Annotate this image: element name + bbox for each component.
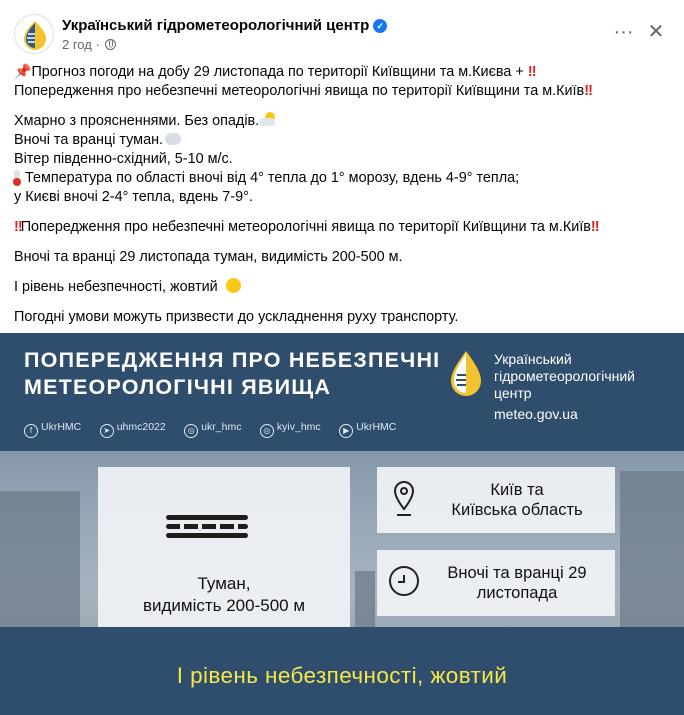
social-label: UkrHMC — [356, 421, 397, 434]
social-facebook — [24, 421, 81, 438]
social-instagram-kyiv — [260, 421, 321, 438]
social-telegram — [100, 421, 166, 438]
post-header — [14, 14, 670, 58]
thermometer-icon — [14, 170, 20, 184]
forecast-kyiv-temperature: у Києві вночі 2-4° тепла, вдень 7-9°. — [14, 189, 253, 205]
fog-warning-text: Вночі та вранці 29 листопада туман, видимість 200-500 м. — [14, 249, 403, 265]
location-text — [423, 480, 611, 520]
danger-level-bar — [0, 627, 684, 715]
warning-line — [14, 218, 674, 237]
brand-line-3: центр — [494, 385, 532, 401]
double-exclamation-icon: ‼ — [590, 219, 598, 235]
social-youtube — [339, 421, 396, 438]
page-name[interactable] — [62, 17, 387, 34]
page-name-text[interactable]: Український гідрометеорологічний центр — [62, 17, 370, 34]
social-label: ukr_hmc — [201, 421, 242, 434]
location-panel — [377, 467, 615, 533]
banner-title-line-2: МЕТЕОРОЛОГІЧНІ ЯВИЩА — [24, 375, 332, 399]
hydromet-logo-icon — [15, 15, 54, 54]
location-line-1: Київ та — [490, 481, 544, 499]
brand-line-1: Український — [494, 351, 572, 367]
meta-separator: · — [95, 37, 100, 52]
brand-line-2: гідрометеорологічний — [494, 368, 635, 384]
double-exclamation-icon: ‼ — [527, 64, 535, 80]
danger-level-line — [14, 278, 674, 297]
fog-panel-text — [98, 573, 350, 617]
globe-icon — [105, 39, 116, 50]
post-line-2 — [14, 82, 674, 101]
time-text — [423, 563, 611, 603]
more-options-icon[interactable]: ··· — [613, 21, 634, 43]
social-label: UkrHMC — [41, 421, 82, 434]
clock-icon — [389, 566, 419, 596]
forecast-cloudiness — [14, 112, 674, 131]
social-label: uhmc2022 — [116, 421, 166, 434]
danger-level-text: І рівень небезпечності, жовтий — [14, 279, 222, 295]
sun-behind-cloud-icon — [259, 114, 277, 126]
social-instagram — [184, 421, 241, 438]
double-exclamation-icon: ‼ — [584, 83, 591, 99]
fog-text: Вночі та вранці туман. — [14, 132, 164, 148]
location-pin-icon — [391, 479, 417, 519]
post-line-1 — [14, 62, 674, 82]
warning-banner-image[interactable] — [0, 333, 684, 715]
double-exclamation-icon: ‼ — [14, 219, 21, 235]
location-line-2: Київська область — [451, 501, 583, 519]
telegram-icon: ➤ — [100, 424, 114, 438]
hydromet-logo-icon — [446, 349, 486, 405]
post-meta — [62, 37, 116, 52]
time-line-1: Вночі та вранці 29 — [447, 564, 587, 582]
social-links — [24, 421, 410, 439]
brand-name — [494, 351, 635, 402]
header-actions — [610, 20, 670, 48]
transport-note: Погодні умови можуть призвести до ускладнення руху транспорту. — [14, 309, 459, 325]
social-label: kyiv_hmc — [276, 421, 321, 434]
forecast-fog — [14, 131, 674, 150]
facebook-icon: f — [24, 424, 38, 438]
close-icon[interactable]: ✕ — [647, 21, 665, 43]
banner-title — [24, 347, 444, 401]
banner-header — [0, 333, 684, 451]
forecast-temperature — [14, 169, 674, 188]
brand-block — [446, 349, 676, 422]
warning-heading: Попередження про небезпечні метеорологічні явища по території Київщини та м.Київ — [14, 83, 585, 99]
fog-icon — [166, 515, 248, 545]
banner-title-line-1: ПОПЕРЕДЖЕННЯ ПРО НЕБЕЗПЕЧНІ — [24, 348, 441, 372]
instagram-icon: ◎ — [184, 424, 198, 438]
forecast-wind: Вітер південно-східний, 5-10 м/с. — [14, 151, 233, 167]
time-line-2: листопада — [476, 584, 558, 602]
warning-text: Попередження про небезпечні метеорологічні явища по території Київщини та м.Київ — [20, 219, 591, 235]
instagram-icon: ◎ — [260, 424, 274, 438]
brand-website: meteo.gov.ua — [494, 406, 578, 422]
forecast-heading: Прогноз погоди на добу 29 листопада по території Київщини та м.Києва + — [31, 64, 528, 80]
verified-badge-icon: ✓ — [373, 19, 387, 33]
post-time[interactable]: 2 год — [62, 37, 92, 52]
time-panel — [377, 550, 615, 616]
page-avatar[interactable] — [14, 14, 54, 54]
cloudiness-text: Хмарно з проясненнями. Без опадів. — [14, 113, 260, 129]
fog-icon — [165, 133, 181, 145]
yellow-circle-icon — [226, 278, 241, 293]
pushpin-icon: 📌 — [14, 63, 32, 79]
temperature-text: Температура по області вночі від 4° тепла до 1° морозу, вдень 4-9° тепла; — [25, 170, 520, 186]
fog-title: Туман, — [197, 574, 251, 593]
post-body — [14, 62, 674, 338]
danger-level-label: І рівень небезпечності, жовтий — [176, 663, 508, 688]
youtube-icon: ▶ — [339, 424, 353, 438]
visibility-text: видимість 200-500 м — [142, 596, 306, 615]
